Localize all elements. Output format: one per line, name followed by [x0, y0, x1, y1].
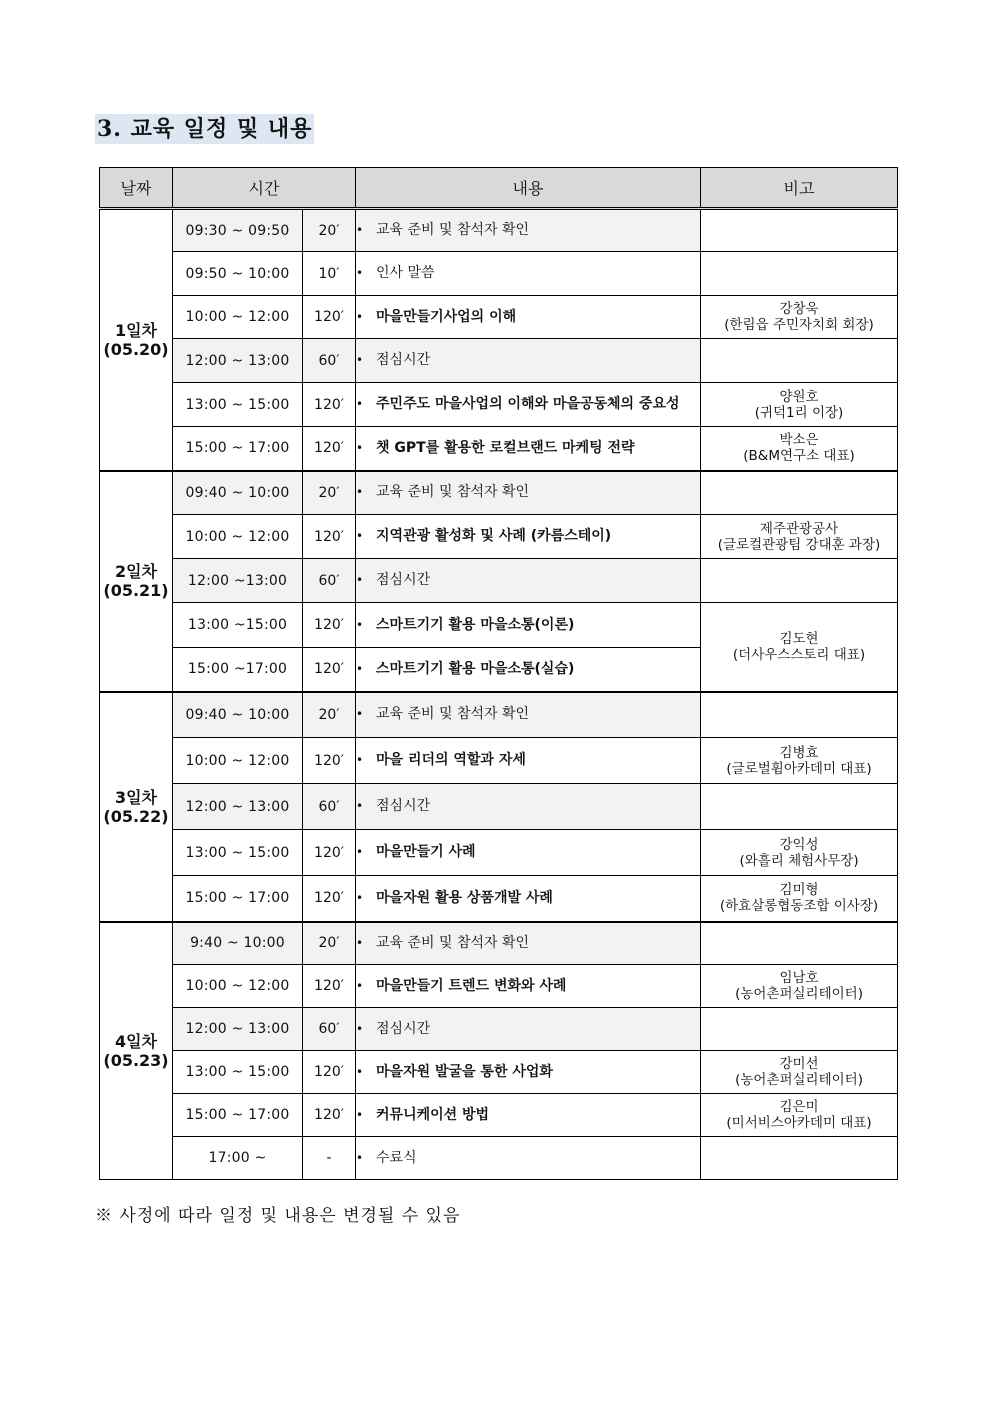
- schedule-row: [100, 252, 898, 296]
- time-cell: 15:00 ~ 17:00: [173, 1094, 303, 1137]
- schedule-row: [100, 1137, 898, 1180]
- note-name: 김미형: [779, 882, 819, 899]
- duration-cell: 120′: [303, 738, 356, 784]
- schedule-row: [100, 209, 898, 252]
- schedule-row: [100, 784, 898, 830]
- time-cell: 13:00 ~ 15:00: [173, 1051, 303, 1094]
- note-cell: [701, 383, 898, 427]
- day-label: 1일차: [114, 320, 158, 340]
- time-cell: 09:30 ~ 09:50: [173, 209, 303, 252]
- bullet-icon: •: [356, 266, 364, 280]
- content-text: 수료식: [376, 1149, 417, 1166]
- note-name: 제주관광공사: [759, 520, 839, 537]
- day-label: 3일차: [114, 787, 158, 807]
- note-affiliation: (한림읍 주민자치회 회장): [724, 317, 874, 333]
- duration-cell: 20′: [303, 922, 356, 965]
- content-text: 교육 준비 및 참석자 확인: [376, 222, 530, 238]
- content-text: 마을자원 발굴을 통한 사업화: [376, 1063, 553, 1080]
- time-cell: 10:00 ~ 12:00: [173, 738, 303, 784]
- time-cell: 9:40 ~ 10:00: [173, 922, 303, 965]
- content-text: 챗 GPT를 활용한 로컬브랜드 마케팅 전략: [376, 439, 635, 456]
- bullet-icon: •: [356, 529, 364, 543]
- content-text: 스마트기기 활용 마을소통(이론): [376, 616, 575, 633]
- note-cell: [701, 1051, 898, 1094]
- duration-cell: 60′: [303, 339, 356, 383]
- day-label: 4일차: [114, 1031, 158, 1051]
- duration-cell: 120′: [303, 876, 356, 922]
- bullet-icon: •: [356, 935, 364, 950]
- content-cell: [356, 559, 701, 603]
- schedule-row: [100, 922, 898, 965]
- note-name: 양원호: [779, 388, 819, 405]
- content-text: 점심시간: [376, 352, 431, 368]
- section-title: 3. 교육 일정 및 내용: [97, 116, 313, 142]
- duration-cell: 60′: [303, 1008, 356, 1051]
- bullet-icon: •: [356, 223, 364, 237]
- schedule-row: [100, 1008, 898, 1051]
- duration-cell: 20′: [303, 471, 356, 515]
- duration-cell: 10′: [303, 252, 356, 296]
- note-name: 김도현: [779, 630, 819, 647]
- duration-cell: 120′: [303, 830, 356, 876]
- time-cell: 12:00 ~ 13:00: [173, 784, 303, 830]
- note-cell: [701, 1094, 898, 1137]
- content-text: 스마트기기 활용 마을소통(실습): [376, 660, 575, 677]
- note-affiliation: (더사우스스토리 대표): [732, 646, 866, 663]
- content-cell: [356, 1051, 701, 1094]
- note-cell: [701, 252, 898, 296]
- duration-cell: 120′: [303, 648, 356, 692]
- content-cell: [356, 339, 701, 383]
- schedule-row: [100, 965, 898, 1008]
- schedule-row: [100, 339, 898, 383]
- content-cell: [356, 515, 701, 559]
- time-cell: 15:00 ~17:00: [173, 648, 303, 692]
- content-cell: [356, 784, 701, 830]
- day-cell: [100, 692, 173, 922]
- content-cell: [356, 692, 701, 738]
- note-cell: [701, 471, 898, 515]
- note-affiliation: (글로컬관광팀 강대훈 과장): [717, 536, 881, 553]
- time-cell: 17:00 ~: [173, 1137, 303, 1180]
- header-note: 비고: [701, 168, 898, 209]
- schedule-row: [100, 296, 898, 339]
- bullet-icon: •: [356, 485, 364, 500]
- content-cell: [356, 209, 701, 252]
- schedule-row: [100, 692, 898, 738]
- table-header-row: [100, 168, 898, 209]
- content-cell: [356, 738, 701, 784]
- note-cell: [701, 515, 898, 559]
- day-date: (05.22): [103, 806, 169, 826]
- bullet-icon: •: [356, 799, 364, 813]
- note-affiliation: (B&M연구소 대표): [743, 448, 855, 465]
- note-affiliation: (농어촌퍼실리테이터): [735, 1072, 863, 1088]
- content-cell: [356, 876, 701, 922]
- duration-cell: -: [303, 1137, 356, 1180]
- content-cell: [356, 296, 701, 339]
- bullet-icon: •: [356, 1021, 364, 1036]
- schedule-row: [100, 383, 898, 427]
- note-name: 김은미: [779, 1099, 819, 1115]
- duration-cell: 60′: [303, 559, 356, 603]
- schedule-row: [100, 427, 898, 471]
- content-text: 마을 리더의 역할과 자세: [376, 752, 526, 768]
- time-cell: 10:00 ~ 12:00: [173, 515, 303, 559]
- day-label: 2일차: [114, 562, 158, 581]
- content-cell: [356, 922, 701, 965]
- note-cell: [701, 427, 898, 471]
- bullet-icon: •: [356, 661, 364, 676]
- content-cell: [356, 252, 701, 296]
- note-cell: [701, 922, 898, 965]
- content-text: 점심시간: [376, 572, 431, 588]
- duration-cell: 120′: [303, 383, 356, 427]
- bullet-icon: •: [356, 397, 364, 411]
- day-cell: [100, 922, 173, 1180]
- time-cell: 13:00 ~15:00: [173, 603, 303, 648]
- content-cell: [356, 830, 701, 876]
- content-cell: [356, 1008, 701, 1051]
- note-cell: [701, 559, 898, 603]
- day-date: (05.23): [103, 1050, 169, 1070]
- content-cell: [356, 383, 701, 427]
- note-name: 김병효: [779, 744, 819, 761]
- time-cell: 13:00 ~ 15:00: [173, 830, 303, 876]
- day-date: (05.21): [103, 581, 169, 600]
- duration-cell: 120′: [303, 1051, 356, 1094]
- note-cell: [701, 738, 898, 784]
- content-text: 마을자원 활용 상품개발 사례: [376, 889, 553, 906]
- note-name: 강익성: [779, 836, 819, 853]
- content-text: 마을만들기 트렌드 변화와 사례: [376, 977, 567, 994]
- time-cell: 12:00 ~ 13:00: [173, 339, 303, 383]
- note-cell: [701, 339, 898, 383]
- content-text: 마을만들기 사례: [376, 844, 476, 860]
- note-cell: [701, 603, 898, 692]
- schedule-row: [100, 471, 898, 515]
- note-cell: [701, 1008, 898, 1051]
- time-cell: 12:00 ~13:00: [173, 559, 303, 603]
- note-name: 강미선: [779, 1056, 819, 1072]
- content-cell: [356, 471, 701, 515]
- content-cell: [356, 1137, 701, 1180]
- bullet-icon: •: [356, 1150, 364, 1165]
- bullet-icon: •: [356, 353, 364, 367]
- note-cell: [701, 1137, 898, 1180]
- header-date: 날짜: [100, 168, 173, 209]
- time-cell: 13:00 ~ 15:00: [173, 383, 303, 427]
- duration-cell: 20′: [303, 692, 356, 738]
- note-affiliation: (와흘리 체험사무장): [739, 852, 859, 869]
- bullet-icon: •: [356, 753, 364, 767]
- content-text: 점심시간: [376, 798, 431, 814]
- schedule-row: [100, 603, 898, 648]
- time-cell: 15:00 ~ 17:00: [173, 876, 303, 922]
- duration-cell: 120′: [303, 515, 356, 559]
- bullet-icon: •: [356, 978, 364, 993]
- footnote: ※ 사정에 따라 일정 및 내용은 변경될 수 있음: [95, 1206, 461, 1226]
- bullet-icon: •: [356, 617, 364, 632]
- time-cell: 10:00 ~ 12:00: [173, 965, 303, 1008]
- schedule-row: [100, 1094, 898, 1137]
- time-cell: 15:00 ~ 17:00: [173, 427, 303, 471]
- bullet-icon: •: [356, 573, 364, 587]
- duration-cell: 120′: [303, 427, 356, 471]
- duration-cell: 60′: [303, 784, 356, 830]
- content-cell: [356, 965, 701, 1008]
- note-affiliation: (미서비스아카데미 대표): [726, 1115, 872, 1131]
- time-cell: 09:40 ~ 10:00: [173, 471, 303, 515]
- content-cell: [356, 427, 701, 471]
- bullet-icon: •: [356, 1107, 364, 1122]
- content-text: 교육 준비 및 참석자 확인: [376, 934, 530, 951]
- note-cell: [701, 876, 898, 922]
- day-cell: [100, 471, 173, 692]
- note-cell: [701, 209, 898, 252]
- note-name: 박소은: [779, 432, 819, 449]
- content-text: 교육 준비 및 참석자 확인: [376, 484, 530, 501]
- note-affiliation: (농어촌퍼실리테이터): [735, 986, 863, 1002]
- note-name: 강창욱: [779, 301, 819, 317]
- schedule-row: [100, 738, 898, 784]
- note-cell: [701, 784, 898, 830]
- schedule-row: [100, 515, 898, 559]
- content-cell: [356, 603, 701, 648]
- bullet-icon: •: [356, 845, 364, 859]
- bullet-icon: •: [356, 309, 364, 324]
- schedule-table: [99, 167, 898, 1180]
- time-cell: 09:50 ~ 10:00: [173, 252, 303, 296]
- duration-cell: 120′: [303, 603, 356, 648]
- content-text: 점심시간: [376, 1020, 431, 1037]
- schedule-row: [100, 1051, 898, 1094]
- content-cell: [356, 1094, 701, 1137]
- note-cell: [701, 296, 898, 339]
- time-cell: 10:00 ~ 12:00: [173, 296, 303, 339]
- header-content: 내용: [356, 168, 701, 209]
- duration-cell: 120′: [303, 296, 356, 339]
- note-affiliation: (글로벌휨아카데미 대표): [726, 760, 872, 777]
- bullet-icon: •: [356, 440, 364, 455]
- note-cell: [701, 830, 898, 876]
- note-cell: [701, 965, 898, 1008]
- schedule-row: [100, 559, 898, 603]
- bullet-icon: •: [356, 1064, 364, 1079]
- schedule-row: [100, 876, 898, 922]
- note-affiliation: (귀덕1리 이장): [754, 404, 844, 421]
- content-text: 지역관광 활성화 및 사례 (카름스테이): [376, 528, 612, 544]
- header-time: 시간: [173, 168, 356, 209]
- note-cell: [701, 692, 898, 738]
- duration-cell: 20′: [303, 209, 356, 252]
- content-cell: [356, 648, 701, 692]
- time-cell: 09:40 ~ 10:00: [173, 692, 303, 738]
- day-date: (05.20): [103, 339, 169, 359]
- content-text: 인사 말씀: [376, 265, 435, 281]
- content-text: 주민주도 마을사업의 이해와 마을공동체의 중요성: [376, 396, 680, 412]
- schedule-row: [100, 830, 898, 876]
- note-affiliation: (하효살롱협동조합 이사장): [719, 898, 879, 915]
- bullet-icon: •: [356, 890, 364, 905]
- content-text: 마을만들기사업의 이해: [376, 308, 517, 325]
- day-cell: [100, 209, 173, 471]
- note-name: 임남호: [779, 970, 819, 986]
- content-text: 커뮤니케이션 방법: [376, 1106, 490, 1123]
- content-text: 교육 준비 및 참석자 확인: [376, 706, 530, 723]
- duration-cell: 120′: [303, 1094, 356, 1137]
- duration-cell: 120′: [303, 965, 356, 1008]
- bullet-icon: •: [356, 707, 364, 722]
- time-cell: 12:00 ~ 13:00: [173, 1008, 303, 1051]
